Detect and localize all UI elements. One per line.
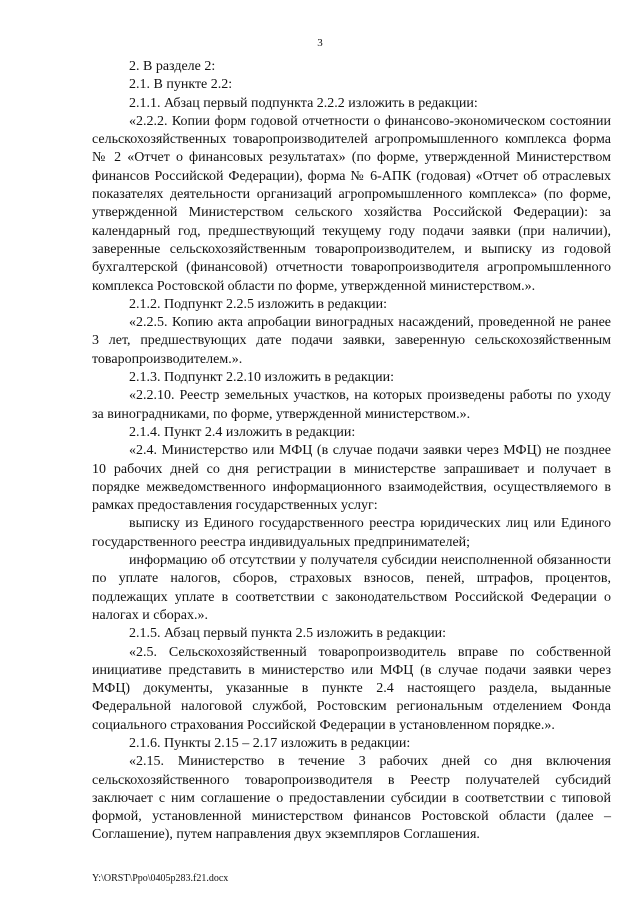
paragraph-2-2-2-quote: «2.2.2. Копии форм годовой отчетности о финансово-экономическом состоянии сельскохозяйственных товаропроизводителей агропромышленного комплекса форма № 2 «Отчет о финансовых результатах» (по форме, утвержденной Министерством финансов Российской Федерации), форма № 6-АПК (годовая) «Отчет об отраслевых показателях деятельности организаций агропромышленного комплекса» (по форме, утвержденной Министерством сельского хозяйства Российской Федерации): за календарный год, предшествующий текущему году подачи заявки (при наличии), заверенные сельскохозяйственным товаропроизводителем, и выписку из годовой бухгалтерской (финансовой) отчетности товаропроизводителя агропромышленного комплекса Ростовской области по форме, утвержденной министерством.». bbox=[92, 113, 611, 294]
paragraph-tax-info: информацию об отсутствии у получателя субсидии неисполненной обязанности по уплате налогов, сборов, страховых взносов, пеней, штрафов, процентов, подлежащих уплате в соответствии с законодательством Российской Федерации о налогах и сборах.». bbox=[92, 553, 611, 623]
paragraph-2-1-1: 2.1.1. Абзац первый подпункта 2.2.2 изложить в редакции: bbox=[129, 95, 478, 111]
paragraph-2-4-quote: «2.4. Министерство или МФЦ (в случае подачи заявки через МФЦ) не позднее 10 рабочих дней со дня регистрации в министерстве запрашивает и получает в порядке межведомственного информационного взаимодействия, осуществляемого в рамках предоставления государственных услуг: bbox=[92, 443, 611, 514]
paragraph-2-1-4: 2.1.4. Пункт 2.4 изложить в редакции: bbox=[129, 424, 356, 440]
paragraph-2-15-quote: «2.15. Министерство в течение 3 рабочих дней со дня включения сельскохозяйственного товаропроизводителя в Реестр получателей субсидий заключает с ним соглашение о предоставлении субсидии в соответствии с типовой формой, установленной министерством финансов Ростовской области (далее – Соглашение), путем направления двух экземпляров Соглашения. bbox=[92, 754, 611, 843]
paragraph-2-1-2: 2.1.2. Подпункт 2.2.5 изложить в редакции: bbox=[129, 296, 388, 312]
footer-file-path: Y:\ORST\Ppo\0405p283.f21.docx bbox=[92, 873, 229, 884]
paragraph-2-1-3: 2.1.3. Подпункт 2.2.10 изложить в редакции: bbox=[129, 370, 395, 386]
page-number: 3 bbox=[317, 37, 323, 49]
paragraph-2-1: 2.1. В пункте 2.2: bbox=[129, 77, 233, 93]
paragraph-2-2-10-quote: «2.2.10. Реестр земельных участков, на которых произведены работы по уходу за виноградниками, по форме, утвержденной министерством.». bbox=[92, 388, 611, 422]
paragraph-2-1-6: 2.1.6. Пункты 2.15 – 2.17 изложить в редакции: bbox=[129, 735, 411, 751]
paragraph-2-2-5-quote: «2.2.5. Копию акта апробации виноградных насаждений, проведенной не ранее 3 лет, предшествующих дате подачи заявки, заверенную сельскохозяйственным товаропроизводителем.». bbox=[92, 315, 611, 367]
document-body bbox=[92, 58, 611, 845]
paragraph-2-1-5: 2.1.5. Абзац первый пункта 2.5 изложить в редакции: bbox=[129, 626, 447, 642]
paragraph-2-5-quote: «2.5. Сельскохозяйственный товаропроизводитель вправе по собственной инициативе представить в министерство или МФЦ (в случае подачи заявки через МФЦ) документы, указанные в пункте 2.4 настоящего раздела, выданные Федеральной налоговой службой, Ростовским региональным отделением Фонда социального страхования Российской Федерации в установленном порядке.». bbox=[92, 644, 611, 733]
paragraph-egrul-extract: выписку из Единого государственного реестра юридических лиц или Единого государственного реестра индивидуальных предпринимателей; bbox=[92, 516, 611, 550]
paragraph-section-2: 2. В разделе 2: bbox=[129, 59, 216, 74]
